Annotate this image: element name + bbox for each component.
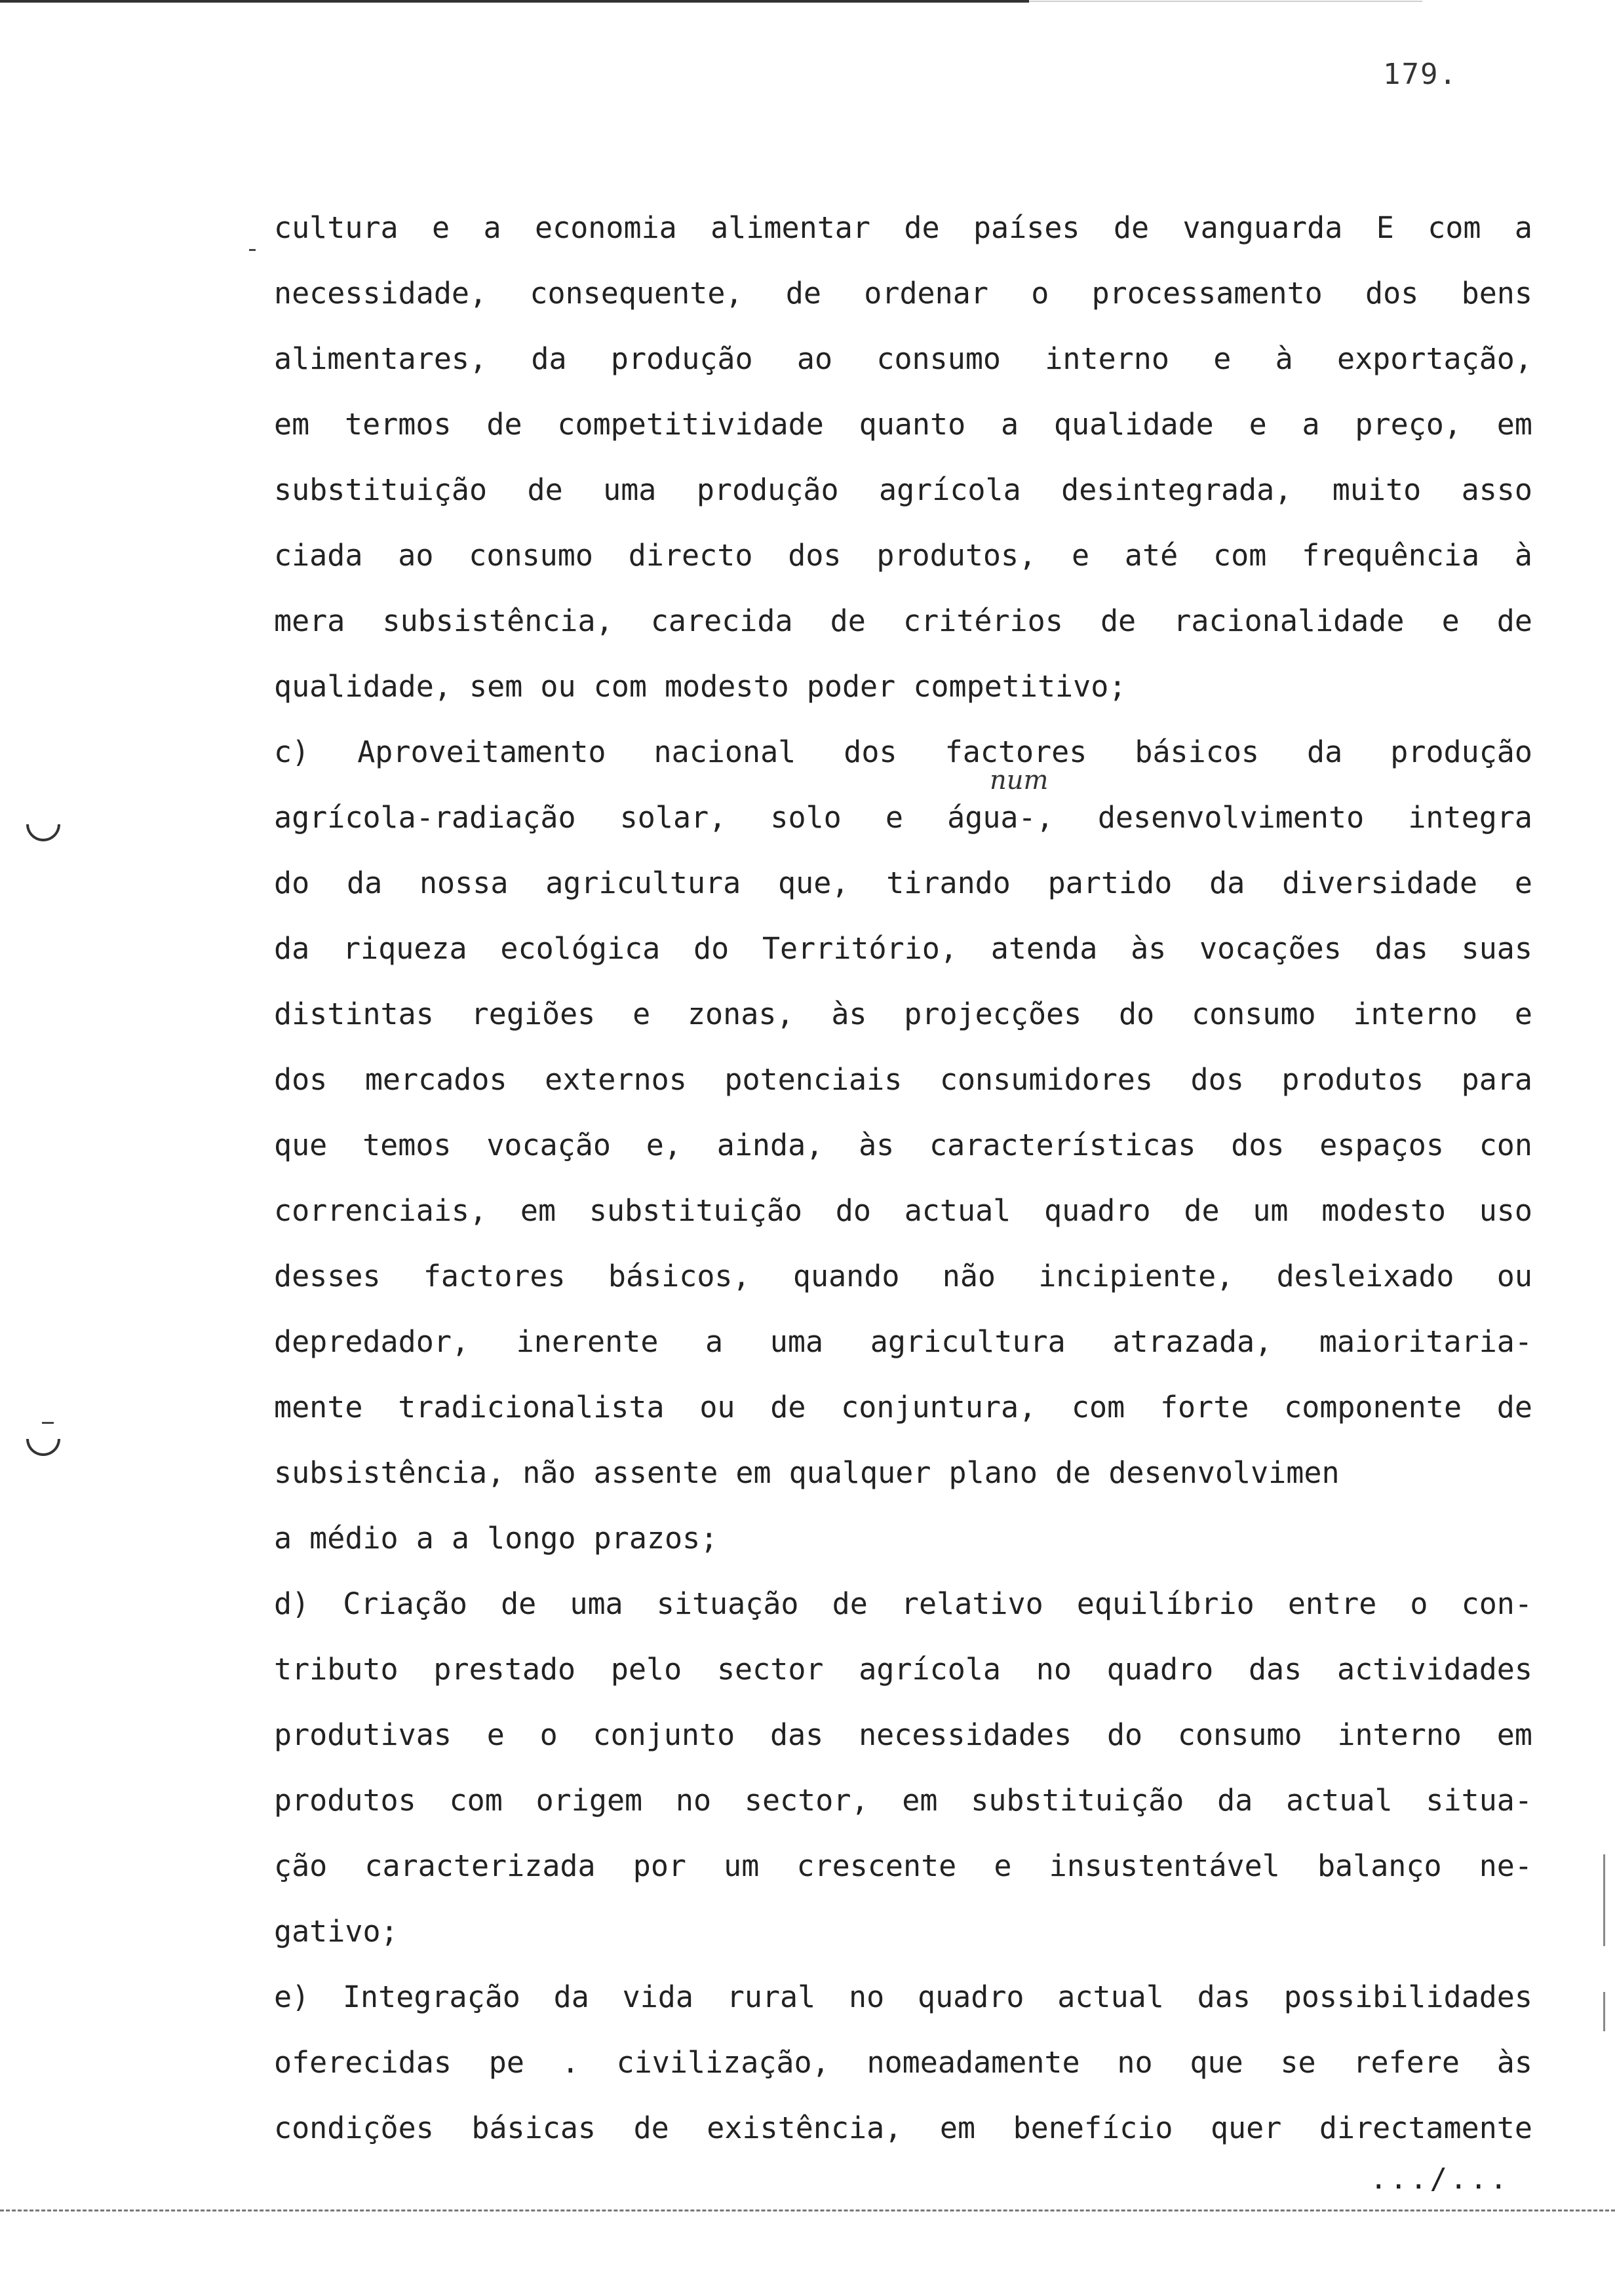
document-body [274,195,1532,2161]
handwritten-insertion: num [990,765,1049,795]
text-line: depredador, inerente a uma agricultura atrazada, maioritaria- [274,1324,1532,1359]
text-line: desses factores básicos, quando não incipiente, desleixado ou [274,1259,1532,1293]
text-line: condições básicas de existência, em benefício quer directamente [274,2111,1532,2145]
top-edge-rule [0,0,1029,3]
text-line: d) Criação de uma situação de relativo equilíbrio entre o con- [274,1586,1532,1621]
text-line: a médio a a longo prazos; [274,1521,718,1556]
right-edge-mark [1603,1992,1605,2031]
text-line: agrícola-radiação solar, solo e água-, desenvolvimento integra [274,800,1532,835]
text-line: em termos de competitividade quanto a qualidade e a preço, em [274,407,1532,442]
text-line: mente tradicionalista ou de conjuntura, com forte componente de [274,1390,1532,1425]
text-line: da riqueza ecológica do Território, atenda às vocações das suas [274,931,1532,966]
text-line: ciada ao consumo directo dos produtos, e até com frequência à [274,538,1532,573]
continuation-marker: .../... [1370,2162,1510,2196]
text-line: que temos vocação e, ainda, às características dos espaços con [274,1128,1532,1162]
right-edge-mark [1603,1854,1605,1946]
top-edge-rule-faint [1029,1,1422,2]
margin-tick-mark [42,1422,54,1424]
text-line: subsistência, não assente em qualquer plano de desenvolvimen [274,1455,1340,1490]
page-number: 179. [1383,58,1458,91]
text-line: tributo prestado pelo sector agrícola no quadro das actividades [274,1652,1532,1687]
text-line: correnciais, em substituição do actual quadro de um modesto uso [274,1193,1532,1228]
text-line: mera subsistência, carecida de critérios de racionalidade e de [274,603,1532,638]
text-line: e) Integração da vida rural no quadro actual das possibilidades [274,1980,1532,2014]
margin-check-mark [26,824,60,841]
text-line: ção caracterizada por um crescente e insustentável balanço ne- [274,1848,1532,1883]
bottom-edge-rule [0,2210,1615,2211]
text-line: alimentares, da produção ao consumo interno e à exportação, [274,341,1532,376]
text-line: gativo; [274,1914,399,1949]
text-line: dos mercados externos potenciais consumidores dos produtos para [274,1062,1532,1097]
text-line: do da nossa agricultura que, tirando partido da diversidade e [274,866,1532,900]
text-line: c) Aproveitamento nacional dos factores básicos da produção [274,735,1532,769]
text-line: produtivas e o conjunto das necessidades do consumo interno em [274,1717,1532,1752]
margin-tick-mark [249,249,256,251]
text-line: cultura e a economia alimentar de países de vanguarda E com a [274,210,1532,245]
text-line: necessidade, consequente, de ordenar o processamento dos bens [274,276,1532,311]
text-line: qualidade, sem ou com modesto poder competitivo; [274,669,1127,704]
text-line: substituição de uma produção agrícola desintegrada, muito asso [274,472,1532,507]
text-line: oferecidas pe . civilização, nomeadamente no que se refere às [274,2045,1532,2080]
text-line: distintas regiões e zonas, às projecções do consumo interno e [274,997,1532,1031]
margin-check-mark [26,1439,60,1456]
text-line: produtos com origem no sector, em substituição da actual situa- [274,1783,1532,1818]
